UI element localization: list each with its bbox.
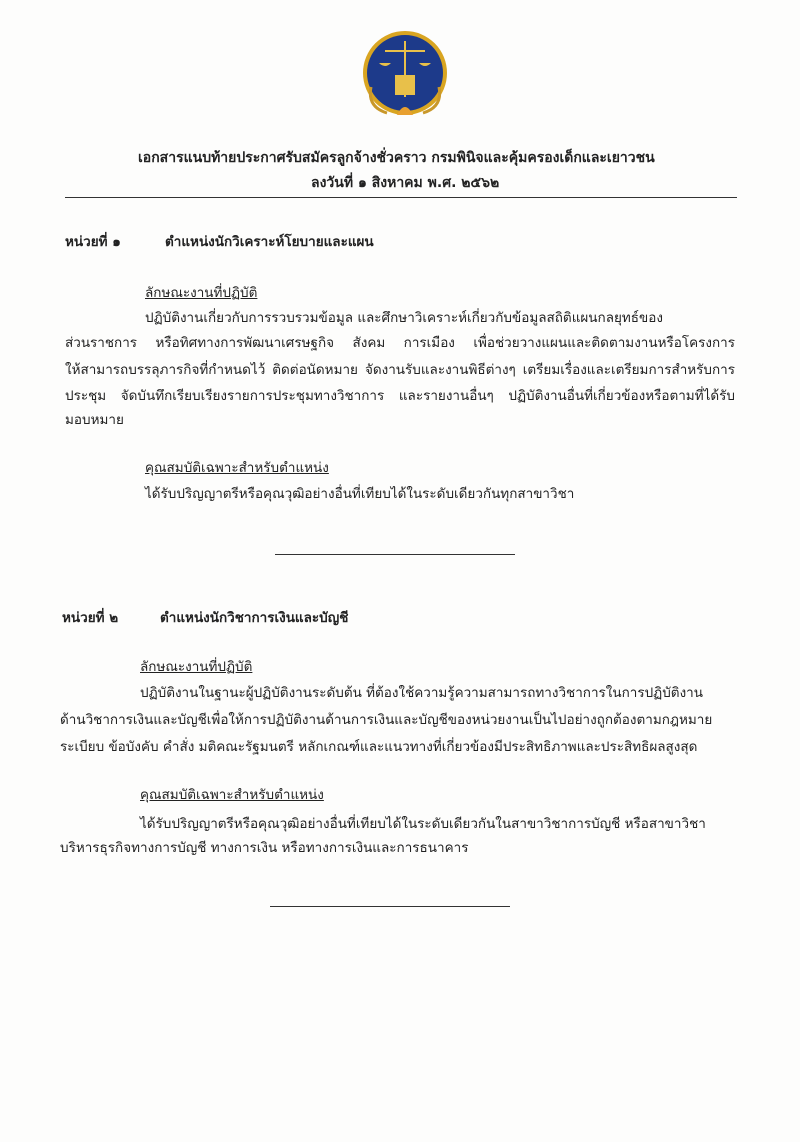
duties-line: ให้สามารถบรรลุภารกิจที่กำหนดไว้ ติดต่อนัดหมาย จัดงานรับและงานพิธีต่างๆ เตรียมเรื่องและเตรียมการสำหรับการ: [65, 362, 735, 378]
duties-line: ประชุม จัดบันทึกเรียบเรียงรายการประชุมทางวิชาการ และรายงานอื่นๆ ปฏิบัติงานอื่นที่เกี่ยวข้องหรือตามที่ได้รับ: [65, 388, 735, 404]
duties-heading: ลักษณะงานที่ปฏิบัติ: [140, 659, 253, 675]
duties-line: ส่วนราชการ หรือทิศทางการพัฒนาเศรษฐกิจ สังคม การเมือง เพื่อช่วยวางแผนและติดตามงานหรือโครงการ: [65, 335, 735, 351]
header-date: ลงวันที่ ๑ สิงหาคม พ.ศ. ๒๕๖๒: [311, 175, 500, 191]
section-separator: [270, 906, 510, 907]
qualifications-line: ได้รับปริญญาตรีหรือคุณวุฒิอย่างอื่นที่เทียบได้ในระดับเดียวกันในสาขาวิชาการบัญชี หรือสาขาวิชา: [140, 816, 706, 832]
qualifications-line: บริหารธุรกิจทางการบัญชี ทางการเงิน หรือทางการเงินและการธนาคาร: [60, 840, 469, 856]
duties-line: ระเบียบ ข้อบังคับ คำสั่ง มติคณะรัฐมนตรี หลักเกณฑ์และแนวทางที่เกี่ยวข้องมีประสิทธิภาพและประสิทธิผลสูงสุด: [60, 739, 698, 755]
unit-label: หน่วยที่ ๒: [62, 610, 119, 626]
duties-line: ด้านวิชาการเงินและบัญชีเพื่อให้การปฏิบัติงานด้านการเงินและบัญชีของหน่วยงานเป็นไปอย่างถูกต้องตามกฎหมาย: [60, 712, 713, 728]
duties-line: ปฏิบัติงานเกี่ยวกับการรวบรวมข้อมูล และศึกษาวิเคราะห์เกี่ยวกับข้อมูลสถิติแผนกลยุทธ์ของ: [145, 310, 663, 326]
department-seal-logo: [357, 27, 453, 123]
header-title: เอกสารแนบท้ายประกาศรับสมัครลูกจ้างชั่วคราว กรมพินิจและคุ้มครองเด็กและเยาวชน: [138, 150, 655, 166]
qualifications-line: ได้รับปริญญาตรีหรือคุณวุฒิอย่างอื่นที่เทียบได้ในระดับเดียวกันทุกสาขาวิชา: [145, 486, 575, 502]
qualifications-heading: คุณสมบัติเฉพาะสำหรับตำแหน่ง: [140, 787, 324, 803]
qualifications-heading: คุณสมบัติเฉพาะสำหรับตำแหน่ง: [145, 460, 329, 476]
unit-position: ตำแหน่งนักวิชาการเงินและบัญชี: [160, 610, 349, 626]
unit-label: หน่วยที่ ๑: [65, 234, 121, 250]
header-divider: [65, 197, 737, 198]
duties-line: ปฏิบัติงานในฐานะผู้ปฏิบัติงานระดับต้น ที่ต้องใช้ความรู้ความสามารถทางวิชาการในการปฏิบัติงาน: [140, 685, 703, 701]
duties-heading: ลักษณะงานที่ปฏิบัติ: [145, 285, 258, 301]
unit-position: ตำแหน่งนักวิเคราะห์โยบายและแผน: [165, 234, 374, 250]
duties-line: มอบหมาย: [65, 412, 124, 428]
section-separator: [275, 554, 515, 555]
